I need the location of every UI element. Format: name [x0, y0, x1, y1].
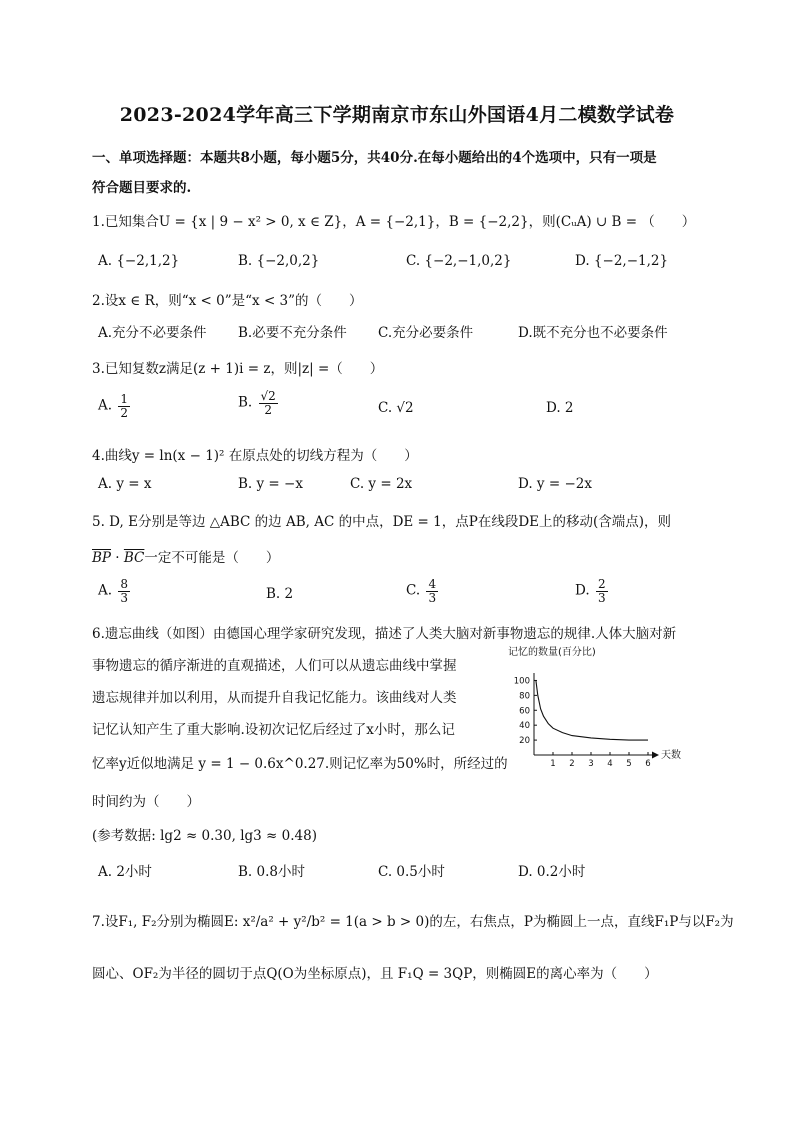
q2-option-a: A.充分不必要条件: [98, 325, 207, 341]
q5-stem-line2: [92, 546, 279, 566]
q6-option-c: C. 0.5小时: [378, 864, 445, 880]
q2-option-b: B.必要不充分条件: [238, 325, 347, 341]
forgetting-curve-line: [536, 681, 648, 741]
q3-option-a-fraction: $\frac{1}{2}$: [120, 392, 128, 420]
x-tick-label: 3: [588, 759, 594, 769]
x-tick-label: 4: [607, 759, 613, 769]
chart-title: 记忆的数量(百分比): [508, 647, 596, 658]
q3-option-c: C. √2: [378, 400, 414, 416]
q5-option-c: [406, 578, 440, 604]
x-axis-label: 天数: [661, 750, 681, 761]
forgetting-curve-chart: [500, 643, 700, 773]
q3-stem: 3.已知复数z满足(z + 1)i = z，则|z| =（ ）: [92, 361, 384, 377]
q6-reference-data: (参考数据: lg2 ≈ 0.30, lg3 ≈ 0.48): [92, 828, 317, 844]
q6-line6: 时间约为（ ）: [92, 794, 200, 810]
q1-option-d: D. {−2,−1,2}: [575, 253, 669, 269]
q5-option-a-label: A.: [98, 582, 113, 599]
q5-option-a: [98, 578, 132, 604]
q4-option-c: C. y = 2x: [350, 476, 413, 492]
q5-option-a-fraction: $\frac{8}{3}$: [120, 577, 128, 605]
q3-option-a-label: A.: [98, 397, 113, 414]
q2-stem: 2.设x ∈ R，则“x < 0”是“x < 3”的（ ）: [92, 293, 363, 309]
q3-option-a: [98, 393, 132, 419]
x-axis-arrow: [652, 752, 659, 759]
q1-stem: 1.已知集合U = {x | 9 − x² > 0, x ∈ Z}，A = {−2,1}，B = {−2,2}，则(CᵤA) ∪ B = （ ）: [92, 214, 696, 230]
y-tick-label: 80: [519, 691, 530, 702]
vector-bp: $\overline{BP}$: [92, 550, 112, 566]
section-header-line2: 符合题目要求的.: [92, 180, 192, 196]
q7-line2: 圆心、OF₂为半径的圆切于点Q(O为坐标原点)，且 F₁Q = 3QP，则椭圆E的离心率为（ ）: [92, 966, 658, 982]
q6-line4: 记忆认知产生了重大影响.设初次记忆后经过了x小时，那么记: [92, 722, 455, 738]
q6-line2: 事物遗忘的循序渐进的直观描述，人们可以从遗忘曲线中掌握: [92, 658, 457, 674]
dot-product-sign: ·: [111, 550, 124, 566]
section-header-line1: 一、单项选择题：本题共8小题，每小题5分，共40分.在每小题给出的4个选项中，只有一项是: [92, 150, 657, 166]
q1-option-c: C. {−2,−1,0,2}: [406, 253, 512, 269]
q4-option-d: D. y = −2x: [518, 476, 592, 492]
vector-bc: $\overline{BC}$: [123, 550, 145, 566]
q5-option-c-label: C.: [406, 582, 421, 599]
q1-option-b: B. {−2,0,2}: [238, 253, 320, 269]
q4-option-a: A. y = x: [98, 476, 152, 492]
y-tick-label: 40: [519, 721, 530, 732]
q6-option-b: B. 0.8小时: [238, 864, 305, 880]
q3-option-b: [238, 390, 280, 416]
q3-option-d: D. 2: [546, 400, 574, 416]
page-title: 2023-2024学年高三下学期南京市东山外国语4月二模数学试卷: [119, 104, 675, 126]
q4-option-b: B. y = −x: [238, 476, 303, 492]
y-tick-label: 20: [519, 736, 530, 747]
q6-line1: 6.遗忘曲线（如图）由德国心理学家研究发现，描述了人类大脑对新事物遗忘的规律.人体大脑对新: [92, 626, 677, 642]
y-tick-label: 60: [519, 706, 530, 717]
q5-stem-line1: 5. D, E分别是等边 △ABC 的边 AB, AC 的中点，DE = 1，点P在线段DE上的移动(含端点)，则: [92, 514, 672, 530]
q4-stem: 4.曲线y = ln(x − 1)² 在原点处的切线方程为（ ）: [92, 448, 418, 464]
x-tick-label: 1: [550, 759, 556, 769]
x-tick-label: 6: [645, 759, 651, 769]
q5-option-d-fraction: $\frac{2}{3}$: [597, 577, 606, 605]
q1-option-a: A. {−2,1,2}: [98, 253, 180, 269]
q6-line5: 忆率y近似地满足 y = 1 − 0.6x^0.27.则记忆率为50%时，所经过的: [92, 756, 508, 772]
q5-option-d: [575, 578, 610, 604]
q5-option-c-fraction: $\frac{4}{3}$: [428, 577, 437, 605]
q3-option-b-fraction: $\frac{√2}{2}$: [260, 389, 276, 417]
x-tick-label: 5: [626, 759, 632, 769]
q3-option-b-label: B.: [238, 394, 253, 411]
q2-option-d: D.既不充分也不必要条件: [518, 325, 668, 341]
q7-line1: 7.设F₁, F₂分别为椭圆E: x²/a² + y²/b² = 1(a > b > 0)的左，右焦点，P为椭圆上一点，直线F₁P与以F₂为: [92, 914, 734, 930]
y-tick-label: 100: [513, 676, 530, 687]
q6-line3: 遗忘规律并加以利用，从而提升自我记忆能力。该曲线对人类: [92, 690, 457, 706]
q5-option-b: B. 2: [266, 586, 294, 602]
q5-stem-tail: 一定不可能是（ ）: [144, 550, 280, 566]
x-tick-label: 2: [569, 759, 575, 769]
q6-option-d: D. 0.2小时: [518, 864, 586, 880]
q2-option-c: C.充分必要条件: [378, 325, 474, 341]
q6-option-a: A. 2小时: [98, 864, 152, 880]
q5-option-d-label: D.: [575, 582, 590, 599]
